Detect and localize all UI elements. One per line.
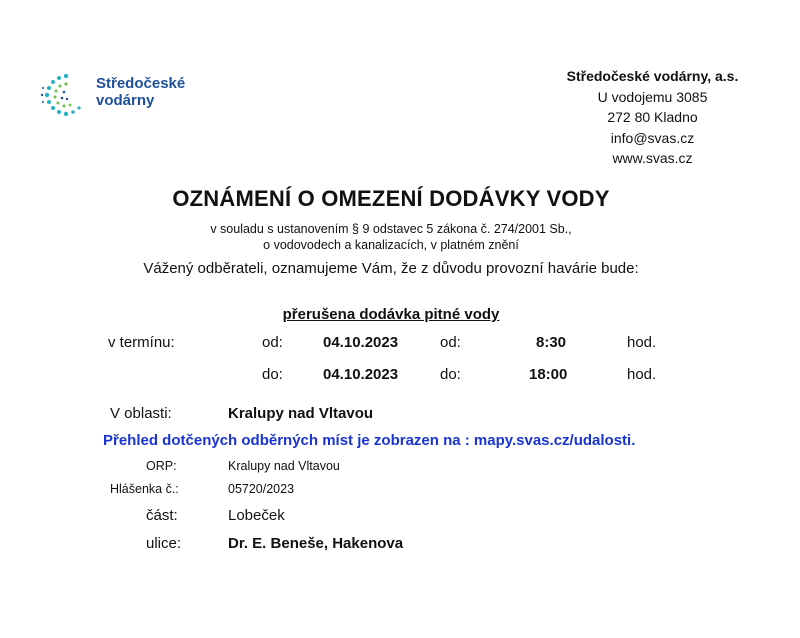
to-date: 04.10.2023 [323,366,399,383]
company-city: 272 80 Kladno [607,109,698,125]
from-unit: hod. [627,334,657,351]
from-time: 8:30 [536,334,567,351]
part-value: Lobeček [228,507,285,524]
water-drops-icon [40,70,92,120]
street-label: ulice: [146,535,182,552]
company-web: www.svas.cz [612,150,693,166]
legal-reference [0,221,782,253]
company-street: U vodojemu 3085 [597,88,708,105]
to-time: 18:00 [529,366,568,383]
from-time-label: od: [440,334,461,351]
company-address [545,66,760,169]
part-label: část: [146,507,178,524]
area-label: V oblasti: [110,405,172,422]
orp-label: ORP: [146,459,177,473]
to-unit: hod. [627,366,657,383]
from-date: 04.10.2023 [323,334,399,351]
from-label: od: [262,334,283,351]
legal-line-1: v souladu s ustanovením § 9 odstavec 5 zákona č. 274/2001 Sb., [210,222,572,236]
intro-text: Vážený odběrateli, oznamujeme Vám, že z důvodu provozní havárie bude: [143,260,639,277]
company-logo [40,70,200,120]
report-number-value: 05720/2023 [228,482,295,496]
logo-wordmark [96,75,185,109]
to-time-label: do: [440,366,461,383]
term-label: v termínu: [108,334,175,351]
area-value: Kralupy nad Vltavou [228,405,374,422]
logo-line-2: vodárny [96,92,155,109]
overview-link[interactable]: Přehled dotčených odběrných míst je zobrazen na : mapy.svas.cz/udalosti. [103,432,636,449]
orp-value: Kralupy nad Vltavou [228,459,340,473]
interruption-heading [0,306,782,323]
legal-line-2: o vodovodech a kanalizacích, v platném znění [263,238,519,252]
logo-line-1: Středočeské [96,75,186,92]
company-email: info@svas.cz [610,129,695,146]
report-number-label: Hlášenka č.: [110,482,179,496]
notice-title: OZNÁMENÍ O OMEZENÍ DODÁVKY VODY [172,186,610,211]
company-name: Středočeské vodárny, a.s. [566,68,739,84]
street-value: Dr. E. Beneše, Hakenova [228,535,404,552]
to-label: do: [262,366,283,383]
interruption-heading-text: přerušena dodávka pitné vody [282,306,500,323]
